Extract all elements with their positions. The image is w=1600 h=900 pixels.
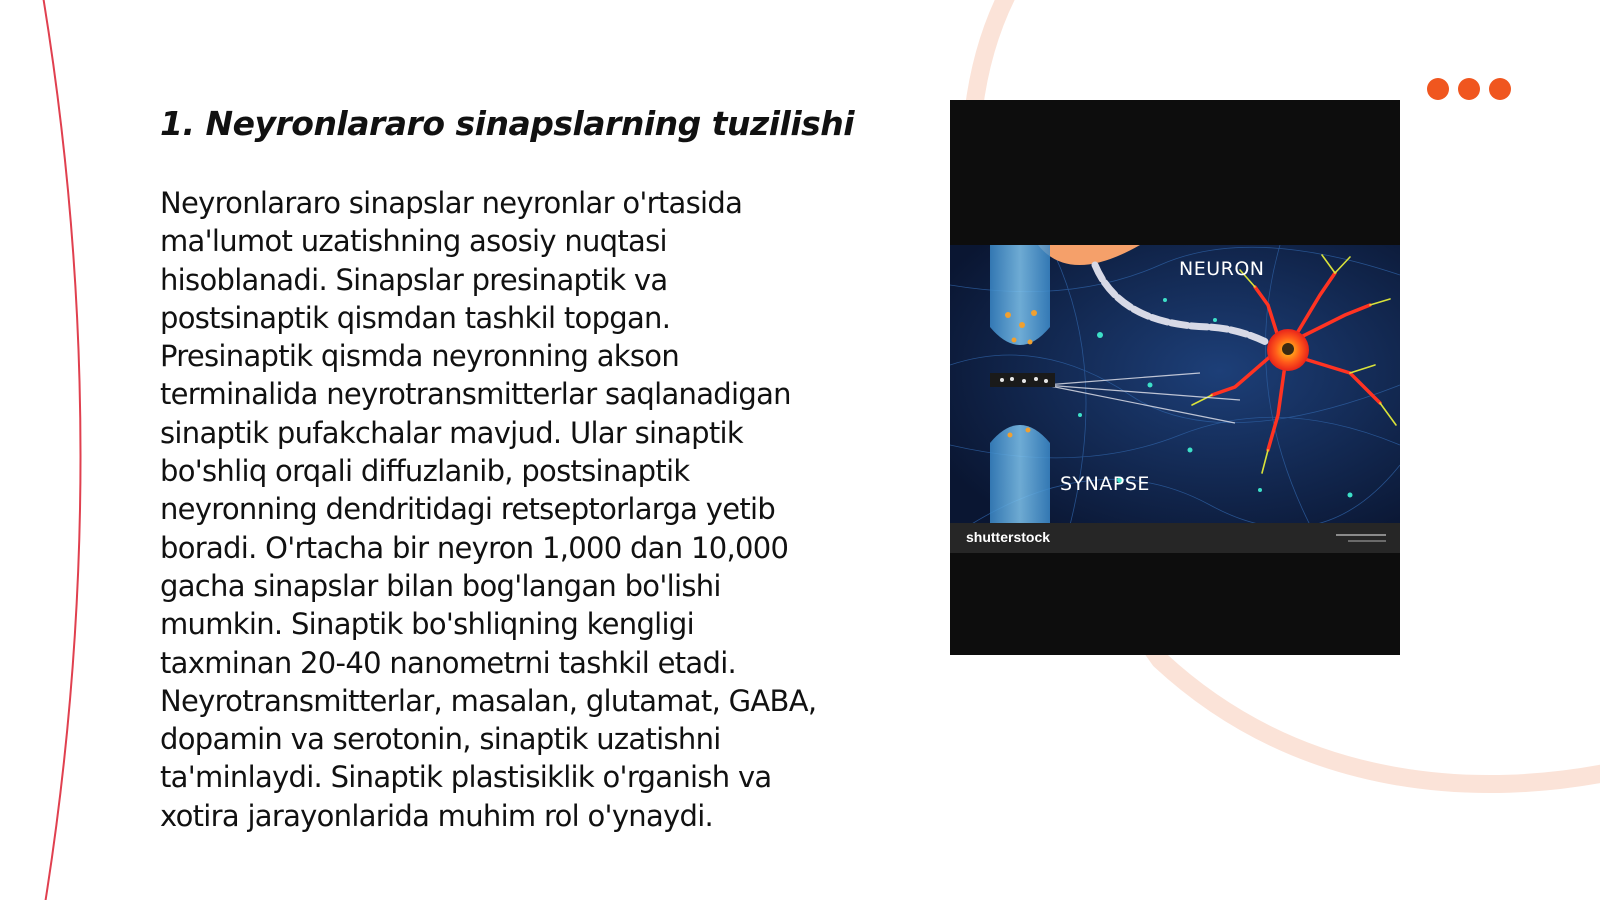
image-credit: shutterstock xyxy=(966,529,1051,545)
credit-fine-print xyxy=(1336,532,1386,544)
slide-title: 1. Neyronlararo sinapslarning tuzilishi xyxy=(160,104,855,143)
dot-icon xyxy=(1489,78,1511,100)
label-neuron: NEURON xyxy=(1179,258,1265,280)
dot-icon xyxy=(1458,78,1480,100)
label-synapse: SYNAPSE xyxy=(1060,473,1150,495)
neuron-synapse-artwork xyxy=(950,245,1400,525)
slide-body-text: Neyronlararo sinapslar neyronlar o'rtasida ma'lumot uzatishning asosiy nuqtasi hisoblanadi. Sinapslar presinaptik va postsinaptik qismdan tashkil topgan. Presinaptik qismda neyronning akson terminalida neyrotransmitterlar saqlanadigan sinaptik pufakchalar mavjud. Ular sinaptik bo'shliq orqali diffuzlanib, postsinaptik neyronning dendritidagi retseptorlarga yetib boradi. O'rtacha bir neyron 1,000 dan 10,000 gacha sinapslar bilan bog'langan bo'lishi mumkin. Sinaptik bo'shliqning kengligi taxminan 20-40 nanometrni tashkil etadi. Neyrotransmitterlar, masalan, glutamat, GABA, dopamin va serotonin, sinaptik uzatishni ta'minlaydi. Sinaptik plastisiklik o'rganish va xotira jarayonlarida muhim rol o'ynaydi. xyxy=(160,186,817,833)
dot-icon xyxy=(1427,78,1449,100)
left-arc xyxy=(42,0,81,900)
credit-bar xyxy=(950,523,1400,553)
synapse-illustration xyxy=(950,100,1400,655)
more-dots-icon[interactable] xyxy=(1427,78,1511,100)
